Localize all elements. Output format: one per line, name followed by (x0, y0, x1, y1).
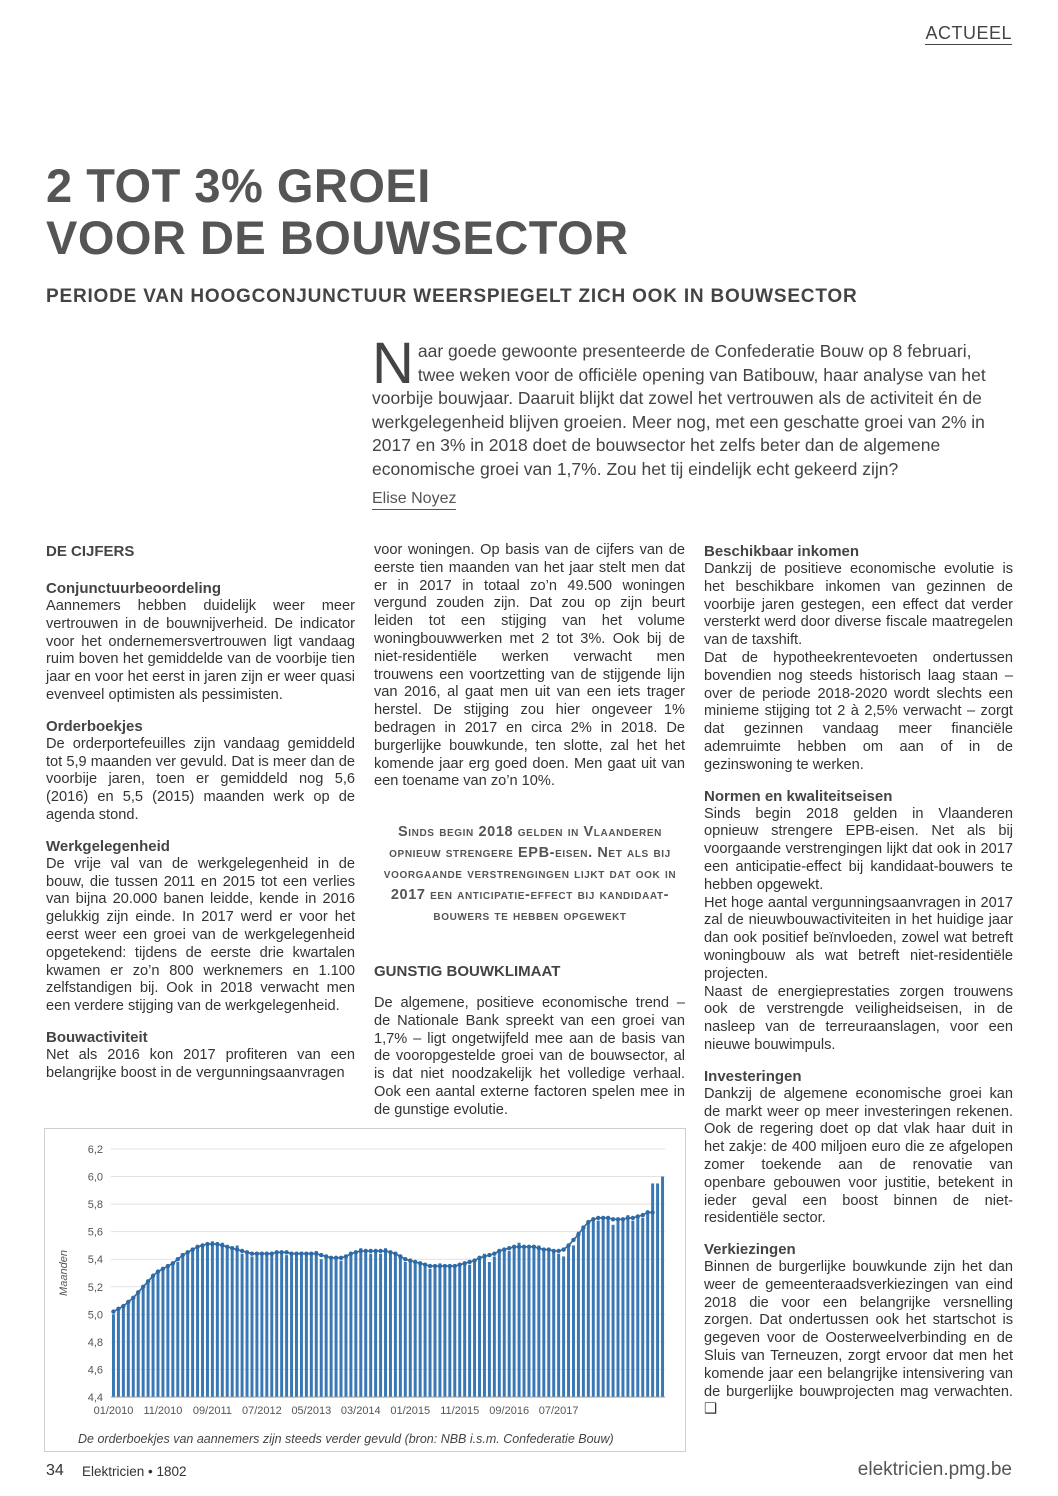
data-bar (631, 1221, 634, 1397)
data-bar (518, 1243, 521, 1397)
y-tick-label: 5,2 (87, 1281, 103, 1294)
trend-point (240, 1249, 244, 1253)
data-bar (488, 1262, 491, 1397)
data-bar (206, 1243, 209, 1397)
title-line-2: VOOR DE BOUWSECTOR (46, 211, 629, 264)
trend-point (200, 1243, 204, 1247)
data-bar (498, 1251, 501, 1397)
trend-point (492, 1252, 496, 1256)
column-2-lower (374, 962, 685, 1120)
data-bar (157, 1273, 160, 1397)
data-bar (181, 1256, 184, 1397)
trend-point (373, 1249, 377, 1253)
trend-point (126, 1300, 130, 1304)
data-bar (325, 1256, 328, 1397)
data-bar (458, 1265, 461, 1397)
heading-werkgelegenheid: Werkgelegenheid (46, 837, 170, 855)
y-tick-label: 4,4 (87, 1392, 103, 1404)
data-bar (379, 1254, 382, 1397)
data-bar (463, 1262, 466, 1397)
data-bar (537, 1245, 540, 1397)
trend-point (294, 1252, 298, 1256)
trend-point (616, 1217, 620, 1221)
trend-point (418, 1261, 422, 1265)
trend-point (591, 1217, 595, 1221)
data-bar (374, 1251, 377, 1397)
x-tick-label: 09/2016 (489, 1405, 530, 1417)
data-bar (127, 1303, 130, 1397)
data-bar (295, 1254, 298, 1397)
data-bar (478, 1256, 481, 1397)
data-bar (270, 1254, 273, 1397)
trend-point (522, 1245, 526, 1249)
data-bar (354, 1251, 357, 1397)
column-3 (704, 542, 1013, 1419)
data-bar (226, 1248, 229, 1397)
data-bar (503, 1248, 506, 1397)
trend-point (364, 1249, 368, 1253)
trend-point (561, 1247, 565, 1251)
intro-text: aar goede gewoonte presenteerde de Confederatie Bouw op 8 februari, twee weken voor de officiële opening van Batibouw, haar analyse van het voorbije bouwjaar. Daaruit blijkt dat zowel het vertrouwen als de activiteit én de werkgelegenheid blijven groeien. Meer nog, met een geschatte groei van 2% in 2017 en 3% in 2018 doet de bouwsector het zelfs beter dan de algemene economische groei van 1,7%. Zou het tij eindelijk echt gekeerd zijn? (372, 341, 986, 479)
trend-point (289, 1252, 293, 1256)
trend-point (141, 1285, 145, 1289)
y-tick-label: 4,8 (87, 1336, 103, 1349)
trend-point (354, 1250, 358, 1254)
trend-point (398, 1254, 402, 1258)
data-bar (384, 1248, 387, 1397)
trend-point (571, 1238, 575, 1242)
heading-conjunctuur: Conjunctuurbeoordeling (46, 580, 221, 597)
trend-point (482, 1254, 486, 1258)
data-bar (636, 1215, 639, 1397)
data-bar (166, 1266, 169, 1397)
data-bar (468, 1265, 471, 1397)
trend-point (319, 1253, 323, 1257)
data-bar (280, 1251, 283, 1397)
trend-point (205, 1242, 209, 1246)
trend-point (423, 1263, 427, 1267)
data-bar (443, 1267, 446, 1397)
data-bar (572, 1245, 575, 1397)
x-tick-label: 07/2012 (241, 1405, 282, 1417)
y-tick-label: 6,2 (87, 1144, 103, 1156)
text-vergunningsaanvragen: Het hoge aantal vergunningsaanvragen in 2017 zal de nieuwbouwactiviteiten in het huidige jaar dan ook positief beïnvloeden, zowel wat betreft woningbouw als wat betreft niet-residentiële projecten. (704, 894, 1013, 982)
data-bar (532, 1247, 535, 1397)
x-tick-label: 01/2010 (93, 1405, 134, 1417)
trend-point (542, 1247, 546, 1251)
pull-quote: Sinds begin 2018 gelden in Vlaanderen opnieuw strengere EPB-eisen. Net als bij voorgaande verstrengingen lijkt dat ook in 2017 een anticipatie-effect bij kandidaat-bouwers te hebben opgewekt (383, 824, 677, 924)
data-bar (419, 1263, 422, 1397)
trend-point (368, 1249, 372, 1253)
trend-point (284, 1250, 288, 1254)
trend-point (334, 1256, 338, 1260)
trend-point (230, 1246, 234, 1250)
data-bar (191, 1251, 194, 1397)
y-tick-label: 5,8 (87, 1199, 103, 1212)
data-bar (285, 1255, 288, 1397)
trend-point (586, 1220, 590, 1224)
drop-cap: N (372, 331, 414, 396)
trend-point (166, 1264, 170, 1268)
data-bar (315, 1251, 318, 1397)
data-bar (483, 1254, 486, 1397)
trend-point (270, 1252, 274, 1256)
trend-point (279, 1250, 283, 1254)
data-bar (567, 1245, 570, 1397)
trend-point (650, 1210, 654, 1214)
trend-point (448, 1264, 452, 1268)
y-tick-label: 5,4 (87, 1254, 103, 1267)
text-verkiezingen (704, 1259, 1013, 1419)
trend-point (636, 1214, 640, 1218)
trend-point (388, 1250, 392, 1254)
data-bar (147, 1280, 150, 1397)
heading-orderboekjes: Orderboekjes (46, 717, 143, 735)
data-bar (612, 1225, 615, 1397)
trend-point (275, 1250, 279, 1254)
trend-point (527, 1245, 531, 1249)
trend-point (220, 1243, 224, 1247)
data-bar (260, 1252, 263, 1397)
trend-point (121, 1304, 125, 1308)
trend-point (507, 1246, 511, 1250)
data-bar (562, 1256, 565, 1397)
trend-point (344, 1254, 348, 1258)
text-verkiezingen-body: Binnen de burgerlijke bouwkunde zijn het dan weer de gemeenteraadsverkiezingen van eind 2018 die voor een belangrijke versnelling zorgen. Dat ondertussen ook het startschot is gegeven voor de Oosterweelverbinding en de Sluis van Terneuzen, zorgt ervoor dat men het komende jaar een belangrijke intensivering van de burgerlijke bouwprojecten mag verwachten. (704, 1259, 1013, 1400)
trend-point (131, 1296, 135, 1300)
data-bar (132, 1298, 135, 1397)
data-bar (112, 1314, 115, 1397)
trend-point (487, 1253, 491, 1257)
data-bar (196, 1248, 199, 1397)
trend-point (314, 1252, 318, 1256)
trend-point (349, 1252, 353, 1256)
trend-point (185, 1250, 189, 1254)
x-tick-label: 11/2010 (143, 1405, 183, 1417)
data-bar (547, 1248, 550, 1397)
text-veiligheidseisen: Naast de energieprestaties zorgen trouwens ook de verstrengde veiligheidseisen, in de nasleep van de terreuraanslagen, voor een nieuwe bouwimpuls. (704, 983, 1013, 1053)
data-bar (602, 1218, 605, 1397)
data-bar (305, 1255, 308, 1397)
orderboekjes-chart (45, 1129, 685, 1451)
data-bar (349, 1254, 352, 1397)
chart-caption: De orderboekjes van aannemers zijn steeds verder gevuld (bron: NBB i.s.m. Confederatie Bouw) (78, 1432, 614, 1446)
end-mark-icon: ❑ (704, 1401, 718, 1418)
trend-point (408, 1258, 412, 1262)
data-bar (250, 1256, 253, 1397)
data-bar (587, 1223, 590, 1397)
data-bar (389, 1251, 392, 1397)
trend-point (641, 1213, 645, 1217)
x-tick-label: 09/2011 (192, 1405, 232, 1417)
data-bar (216, 1245, 219, 1397)
heading-normen: Normen en kwaliteitseisen (704, 787, 893, 805)
x-tick-label: 07/2017 (538, 1405, 579, 1417)
y-axis-label: Maanden (58, 1250, 70, 1296)
data-bar (236, 1245, 239, 1397)
trend-point (339, 1256, 343, 1260)
data-bar (137, 1294, 140, 1397)
trend-point (250, 1252, 254, 1256)
text-woningen: voor woningen. Op basis van de cijfers van de eerste tien maanden van het jaar stelt men dat er in 2017 in totaal zo’n 49.500 woningen vergund zouden zijn. Dat zou op zijn beurt leiden tot een stijging van het volume woningbouwwerken met 2 tot 3%. Ook bij de niet-residentiële werken verwacht men trouwens een voortzetting van de stijgende lijn van 2016, al gaat men uit van een iets trager herstel. De stijging zou hier ongeveer 1% bedragen in 2017 en circa 2% in 2018. De burgerlijke bouwkunde, ten slotte, zal het het komende jaar erg goed doen. Men gaat uit van een toename van zo’n 10%. (374, 542, 685, 790)
trend-point (443, 1264, 447, 1268)
data-bar (582, 1229, 585, 1397)
heading-gunstig-bouwklimaat: GUNSTIG BOUWKLIMAAT (374, 963, 561, 980)
trend-point (497, 1249, 501, 1253)
trend-point (517, 1245, 521, 1249)
trend-point (156, 1269, 160, 1273)
data-bar (399, 1255, 402, 1397)
data-bar (340, 1261, 343, 1397)
data-bar (542, 1251, 545, 1397)
text-investeringen: Dankzij de algemene economische groei kan de markt weer op meer investeringen rekenen. Ook de regering doet op dat vlak haar duit in het zakje: de 400 miljoen euro die ze afgelopen zomer toekende aan de renovatie van openbare gebouwen voor justitie, betekent in ieder geval een boost binnen de niet-residentiële sector. (704, 1085, 1013, 1227)
y-tick-label: 5,0 (87, 1309, 103, 1322)
trend-point (245, 1250, 249, 1254)
chart-container (44, 1128, 686, 1452)
heading-beschikbaar-inkomen: Beschikbaar inkomen (704, 543, 860, 560)
trend-point (146, 1279, 150, 1283)
trend-point (566, 1243, 570, 1247)
data-bar (344, 1256, 347, 1397)
trend-point (136, 1290, 140, 1294)
col1-heading: DE CIJFERS (46, 543, 135, 560)
x-tick-label: 05/2013 (291, 1405, 332, 1417)
data-bar (508, 1251, 511, 1397)
data-bar (171, 1265, 174, 1397)
text-werkgelegenheid: De vrije val van de werkgelegenheid in de bouw, die tussen 2011 en 2015 tot een verlies van bijna 20.000 banen leidde, kende in 2016 gelukkig zijn einde. In 2017 werd er voor het eerst weer een groei van de werkgelegenheid opgetekend: tijdens de eerste drie kwartalen kwamen er zo’n 800 werknemers en 1.100 zelfstandigen bij. Ook in 2018 verwacht men een verdere stijging van de werkgelegenheid. (46, 855, 355, 1015)
data-bar (231, 1250, 234, 1397)
data-bar (359, 1248, 362, 1397)
data-bar (656, 1183, 659, 1397)
trend-point (631, 1216, 635, 1220)
data-bar (310, 1254, 313, 1397)
text-bouwactiviteit: Net als 2016 kon 2017 profiteren van een belangrijke boost in de vergunningsaanvragen (46, 1046, 355, 1081)
heading-bouwactiviteit: Bouwactiviteit (46, 1028, 148, 1046)
trend-point (552, 1249, 556, 1253)
data-bar (607, 1218, 610, 1397)
trend-point (359, 1249, 363, 1253)
trend-point (255, 1252, 259, 1256)
y-tick-label: 6,0 (87, 1171, 103, 1184)
data-bar (651, 1183, 654, 1397)
data-bar (448, 1266, 451, 1397)
trend-point (378, 1249, 382, 1253)
page-number: 34 (46, 1462, 64, 1479)
trend-point (324, 1254, 328, 1258)
trend-point (576, 1232, 580, 1236)
data-bar (320, 1259, 323, 1397)
text-beschikbaar-inkomen: Dankzij de positieve economische evolutie is het beschikbare inkomen van gezinnen de voorbije jaren gestegen, een effect dat verder versterkt werd door diverse fiscale maatregelen van de taxshift. (704, 561, 1013, 649)
data-bar (394, 1254, 397, 1397)
trend-point (181, 1253, 185, 1257)
trend-point (171, 1261, 175, 1265)
trend-point (596, 1216, 600, 1220)
data-bar (117, 1310, 120, 1397)
trend-point (645, 1210, 649, 1214)
data-bar (552, 1251, 555, 1397)
data-bar (186, 1252, 189, 1397)
text-hypotheek: Dat de hypotheekrentevoeten ondertussen bovendien nog steeds historisch laag staan – over de periode 2018-2020 wordt slechts een minieme stijging tot 2 à 2,5% verwacht – zorgt dat gezinnen vandaag meer financiële ademruimte hebben om aan of in de gezinswoning te werken. (704, 649, 1013, 773)
trend-point (393, 1252, 397, 1256)
trend-point (116, 1307, 120, 1311)
trend-point (556, 1249, 560, 1253)
data-bar (221, 1243, 224, 1397)
text-normen: Sinds begin 2018 gelden in Vlaanderen opnieuw strengere EPB-eisen. Net als bij voorgaande verstrengingen lijkt dat ook in 2017 een anticipatie-effect bij kandidaat-bouwers te hebben opgewekt. (704, 805, 1013, 893)
y-tick-label: 5,6 (87, 1226, 103, 1239)
data-bar (330, 1259, 333, 1397)
intro-paragraph (372, 331, 1006, 482)
trend-point (472, 1258, 476, 1262)
trend-point (537, 1246, 541, 1250)
data-bar (661, 1177, 664, 1397)
heading-investeringen: Investeringen (704, 1067, 802, 1085)
trend-point (225, 1245, 229, 1249)
trend-point (151, 1274, 155, 1278)
data-bar (335, 1258, 338, 1397)
x-tick-label: 03/2014 (340, 1405, 381, 1417)
text-gunstig-bouwklimaat: De algemene, positieve economische trend – de Nationale Bank spreekt van een groei van 1,7% – ligt ongetwijfeld mee aan de basis van de vooropgestelde groei van de bouwsector, al is dat niet noodzakelijk het volledige verhaal. Ook een aantal externe factoren spelen mee in de gunstige evolutie. (374, 995, 685, 1118)
trend-point (512, 1245, 516, 1249)
text-orderboekjes: De orderportefeuilles zijn vandaag gemiddeld tot 5,9 maanden ver gevuld. Dat is meer dan de voorbije jaren, toen er gemiddeld nog 5,6 (2016) en 5,5 (2015) maanden werk op de agenda stond. (46, 735, 355, 823)
data-bar (404, 1262, 407, 1397)
y-tick-label: 4,6 (87, 1364, 103, 1377)
author-byline[interactable]: Elise Noyez (372, 489, 456, 510)
trend-point (260, 1252, 264, 1256)
trend-point (581, 1225, 585, 1229)
heading-verkiezingen: Verkiezingen (704, 1241, 796, 1259)
trend-point (438, 1264, 442, 1268)
data-bar (265, 1255, 268, 1397)
data-bar (255, 1254, 258, 1397)
x-tick-label: 11/2015 (440, 1405, 480, 1417)
data-bar (646, 1212, 649, 1397)
data-bar (621, 1221, 624, 1397)
trend-point (547, 1247, 551, 1251)
trend-point (606, 1216, 610, 1220)
data-bar (434, 1266, 437, 1397)
trend-point (235, 1247, 239, 1251)
trend-point (611, 1217, 615, 1221)
title-line-1: 2 TOT 3% GROEI (46, 159, 431, 212)
trend-point (621, 1217, 625, 1221)
column-2 (374, 542, 685, 791)
trend-point (299, 1252, 303, 1256)
trend-point (502, 1247, 506, 1251)
data-bar (626, 1215, 629, 1397)
trend-point (462, 1261, 466, 1265)
article-title (46, 160, 629, 264)
trend-point (458, 1263, 462, 1267)
data-bar (369, 1254, 372, 1397)
website-link[interactable]: elektricien.pmg.be (857, 1459, 1012, 1480)
data-bar (424, 1266, 427, 1397)
data-bar (246, 1252, 249, 1397)
column-1 (46, 542, 355, 1083)
data-bar (211, 1241, 214, 1397)
data-bar (429, 1269, 432, 1397)
magazine-issue: Elektricien • 1802 (82, 1464, 187, 1479)
data-bar (473, 1259, 476, 1397)
trend-point (532, 1245, 536, 1249)
data-bar (241, 1254, 244, 1397)
trend-point (265, 1252, 269, 1256)
data-bar (290, 1254, 293, 1397)
trend-point (190, 1247, 194, 1251)
trend-line (114, 1212, 653, 1311)
data-bar (453, 1267, 456, 1397)
data-bar (161, 1269, 164, 1397)
trend-point (601, 1216, 605, 1220)
trend-point (453, 1264, 457, 1268)
data-bar (557, 1254, 560, 1397)
data-bar (409, 1259, 412, 1397)
trend-point (309, 1252, 313, 1256)
data-bar (275, 1252, 278, 1397)
section-tag: ACTUEEL (925, 23, 1012, 43)
data-bar (493, 1256, 496, 1397)
x-tick-label: 01/2015 (390, 1405, 431, 1417)
trend-point (176, 1257, 180, 1261)
text-conjunctuur: Aannemers hebben duidelijk weer meer vertrouwen in de bouwnijverheid. De indicator voor het ondernemersvertrouwen ligt vandaag ruim boven het gemiddelde van de voorbije tien jaar en voor het eerst in jaren zijn er weer quasi evenveel optimisten als pessimisten. (46, 598, 355, 703)
data-bar (641, 1218, 644, 1397)
trend-point (210, 1242, 214, 1246)
trend-point (467, 1260, 471, 1264)
data-bar (617, 1218, 620, 1397)
data-bar (513, 1245, 516, 1397)
data-bar (592, 1218, 595, 1397)
data-bar (577, 1232, 580, 1397)
data-bar (414, 1262, 417, 1397)
trend-point (477, 1256, 481, 1260)
trend-point (161, 1267, 165, 1271)
trend-point (403, 1257, 407, 1261)
data-bar (152, 1276, 155, 1397)
data-bar (201, 1245, 204, 1397)
trend-point (329, 1256, 333, 1260)
trend-point (626, 1216, 630, 1220)
data-bar (122, 1306, 125, 1397)
trend-point (304, 1252, 308, 1256)
trend-point (433, 1264, 437, 1268)
trend-point (215, 1242, 219, 1246)
trend-point (428, 1264, 432, 1268)
data-bar (438, 1263, 441, 1397)
article-subtitle: PERIODE VAN HOOGCONJUNCTUUR WEERSPIEGELT ZICH OOK IN BOUWSECTOR (46, 286, 858, 307)
data-bar (176, 1262, 179, 1397)
trend-point (111, 1309, 115, 1313)
data-bar (142, 1287, 145, 1397)
data-bar (300, 1252, 303, 1397)
data-bar (523, 1248, 526, 1397)
trend-point (413, 1260, 417, 1264)
trend-point (195, 1245, 199, 1249)
trend-point (383, 1249, 387, 1253)
data-bar (597, 1221, 600, 1397)
data-bar (527, 1245, 530, 1397)
data-bar (364, 1250, 367, 1397)
